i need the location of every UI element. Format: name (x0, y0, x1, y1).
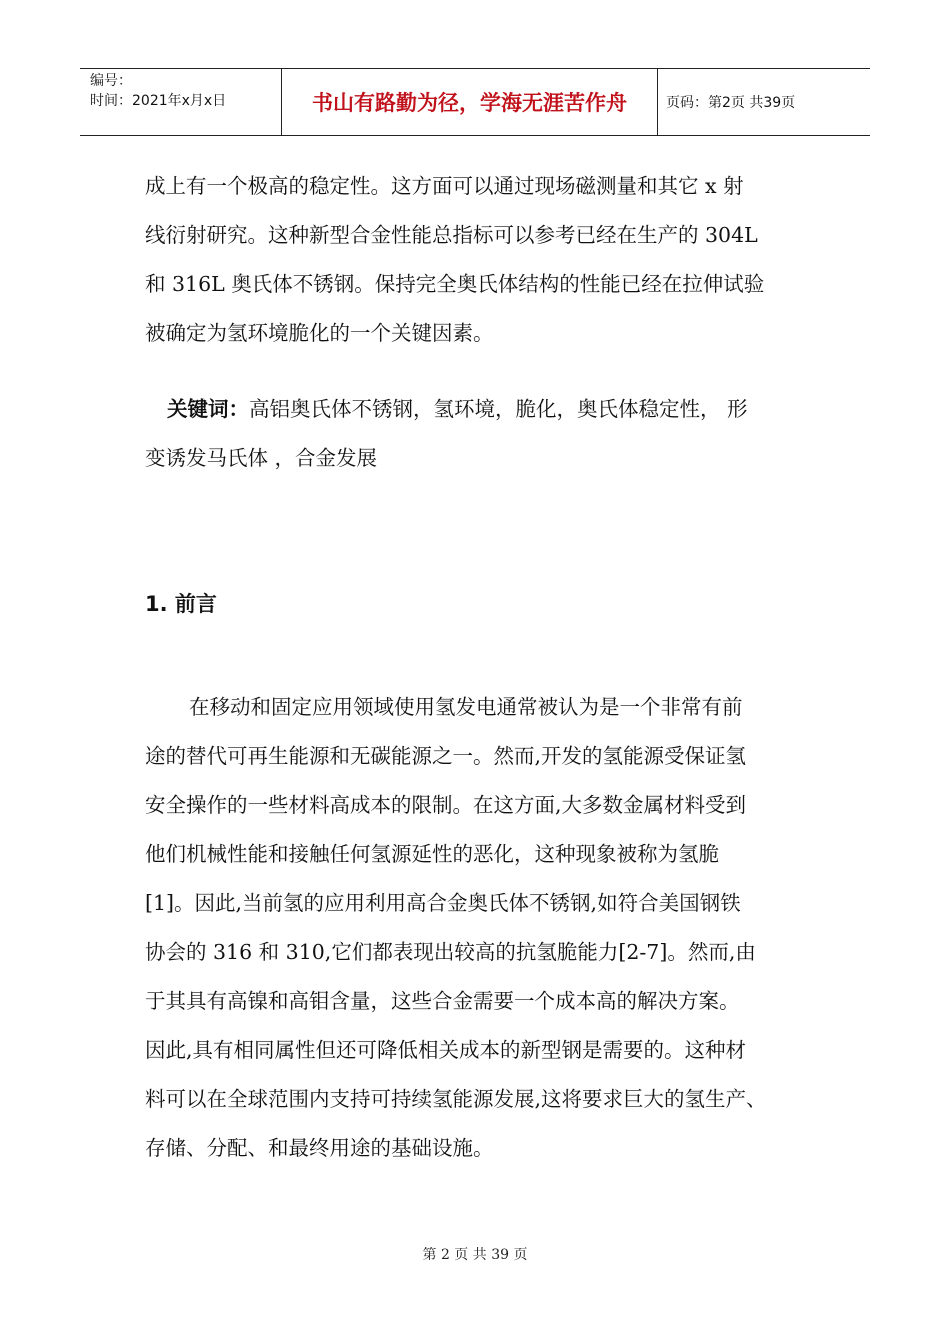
page-footer: 第 2 页 共 39 页 (422, 1247, 528, 1263)
page-header (80, 68, 870, 136)
text-line: 因此,具有相同属性但还可降低相关成本的新型钢是需要的。这种材 (145, 1038, 747, 1062)
text-line: 于其具有高镍和高钼含量，这些合金需要一个成本高的解决方案。 (145, 989, 740, 1013)
text-line: [1]。因此,当前氢的应用利用高合金奥氏体不锈钢,如符合美国钢铁 (145, 891, 741, 915)
date-label: 时间：2021年x月x日 (90, 93, 227, 109)
text-line: 和 316L 奥氏体不锈钢。保持完全奥氏体结构的性能已经在拉伸试验 (145, 272, 765, 296)
keywords-text: 高铝奥氏体不锈钢，氢环境，脆化，奥氏体稳定性， 形 (249, 397, 748, 421)
text-line: 被确定为氢环境脆化的一个关键因素。 (145, 321, 494, 345)
text-line: 成上有一个极高的稳定性。这方面可以通过现场磁测量和其它 x 射 (145, 174, 744, 198)
text-line: 料可以在全球范围内支持可持续氢能源发展,这将要求巨大的氢生产、 (145, 1087, 767, 1111)
header-meta (80, 69, 282, 135)
text-line: 途的替代可再生能源和无碳能源之一。然而,开发的氢能源受保证氢 (145, 744, 747, 768)
text-line: 协会的 316 和 310,它们都表现出较高的抗氢脆能力[2-7]。然而,由 (145, 940, 756, 964)
intro-paragraph (145, 162, 810, 358)
text-line: 线衍射研究。这种新型合金性能总指标可以参考已经在生产的 304L (145, 223, 758, 247)
keywords-label: 关键词： (167, 397, 249, 421)
text-line: 安全操作的一些材料高成本的限制。在这方面,大多数金属材料受到 (145, 793, 747, 817)
text-line: 他们机械性能和接触任何氢源延性的恶化，这种现象被称为氢脆 (145, 842, 719, 866)
keywords-block (145, 385, 810, 483)
section-paragraph (145, 683, 810, 1173)
header-page-info: 页码：第2页 共39页 (666, 95, 796, 111)
text-line: 存储、分配、和最终用途的基础设施。 (145, 1136, 494, 1160)
section-heading: 1. 前言 (145, 592, 217, 616)
keywords-line-2: 变诱发马氏体 ，合金发展 (145, 446, 378, 470)
text-line: 在移动和固定应用领域使用氢发电通常被认为是一个非常有前 (189, 695, 743, 719)
keywords-line (145, 385, 810, 434)
number-label: 编号： (90, 73, 132, 89)
header-motto: 书山有路勤为径，学海无涯苦作舟 (282, 69, 658, 135)
